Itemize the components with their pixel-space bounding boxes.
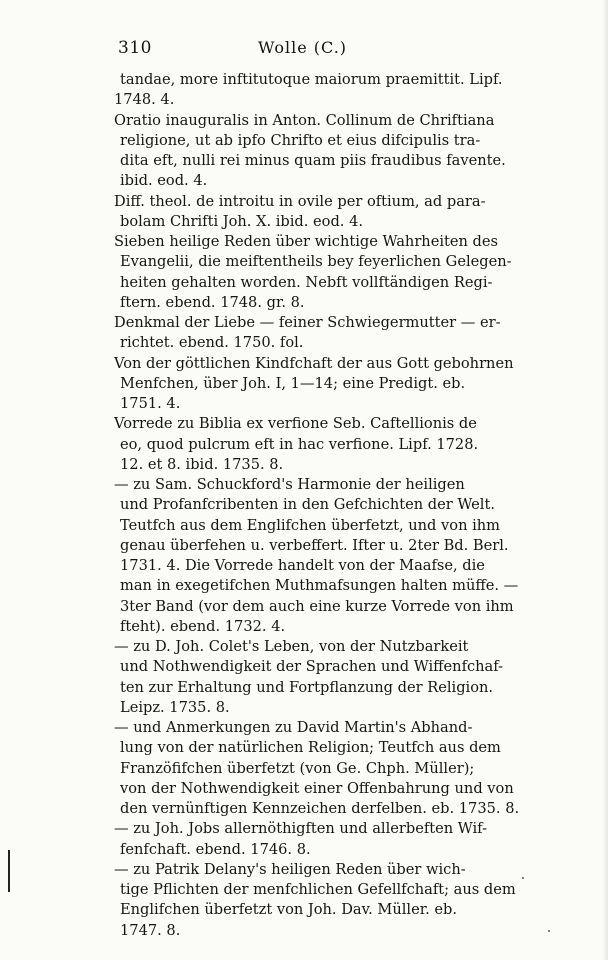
page-header xyxy=(118,38,548,66)
text-line: tige Pflichten der menfchlichen Gefellfchaft; aus dem xyxy=(120,881,516,898)
text-line: Menfchen, über Joh. I, 1—14; eine Predigt. eb. xyxy=(120,374,466,392)
text-line: den vernünftigen Kennzeichen derfelben. eb. 1735. 8. xyxy=(120,800,520,817)
text-line: 1731. 4. Die Vorrede handelt von der Maafse, die xyxy=(120,557,485,574)
text-line: Diff. theol. de introitu in ovile per oftium, ad para- xyxy=(114,192,486,210)
text-line: 1751. 4. xyxy=(120,395,181,412)
text-line: Von der göttlichen Kindfchaft der aus Gott gebohrnen xyxy=(114,354,514,372)
text-line: Englifchen überfetzt von Joh. Dav. Müller. eb. xyxy=(120,901,457,919)
text-line: Oratio inauguralis in Anton. Collinum de Chriftiana xyxy=(114,111,495,129)
text-line: tandae, more inftitutoque maiorum praemittit. Lipf. xyxy=(120,71,503,88)
text-line: eo, quod pulcrum eft in hac verfione. Lipf. 1728. xyxy=(120,435,479,453)
text-line: 1747. 8. xyxy=(120,921,181,939)
text-line: richtet. ebend. 1750. fol. xyxy=(120,334,304,352)
text-line: genau überfehen u. verbeffert. Ifter u. 2ter Bd. Berl. xyxy=(120,536,509,554)
scan-artifact-dot xyxy=(522,877,524,879)
text-line: ten zur Erhaltung und Fortpflanzung der Religion. xyxy=(120,678,494,696)
page-number: 310 xyxy=(118,38,152,58)
text-line: 1748. 4. xyxy=(114,91,175,109)
text-line: Sieben heilige Reden über wichtige Wahrheiten des xyxy=(114,233,499,250)
text-line: 12. et 8. ibid. 1735. 8. xyxy=(120,455,284,473)
text-line: dita eft, nulli rei minus quam piis fraudibus favente. xyxy=(120,152,506,169)
text-line: — und Anmerkungen zu David Martin's Abhand- xyxy=(114,719,473,736)
text-line: — zu D. Joh. Colet's Leben, von der Nutzbarkeit xyxy=(114,638,469,655)
text-line: religione, ut ab ipfo Chrifto et eius difcipulis tra- xyxy=(120,131,481,149)
running-head: Wolle (C.) xyxy=(258,38,348,57)
scan-artifact-line xyxy=(8,850,10,892)
text-line: Vorrede zu Biblia ex verfione Seb. Caftellionis de xyxy=(114,415,477,433)
text-line: ibid. eod. 4. xyxy=(120,172,208,190)
text-line: fteht). ebend. 1732. 4. xyxy=(120,617,286,635)
page-edge-shadow xyxy=(602,0,608,960)
text-line: — zu Sam. Schuckford's Harmonie der heiligen xyxy=(114,476,465,493)
text-line: von der Nothwendigkeit einer Offenbahrung und von xyxy=(120,779,514,797)
text-line: — zu Patrik Delany's heiligen Reden über wich- xyxy=(114,860,466,878)
text-line: Franzöfifchen überfetzt (von Ge. Chph. Müller); xyxy=(120,759,475,777)
text-line: lung von der natürlichen Religion; Teutfch aus dem xyxy=(120,739,501,757)
text-line: und Nothwendigkeit der Sprachen und Wiffenfchaf- xyxy=(120,658,504,676)
text-line: bolam Chrifti Joh. X. ibid. eod. 4. xyxy=(120,212,363,230)
text-line: fenfchaft. ebend. 1746. 8. xyxy=(120,840,311,858)
text-line: ftern. ebend. 1748. gr. 8. xyxy=(120,293,305,311)
text-line: Evangelii, die meiftentheils bey feyerlichen Gelegen- xyxy=(120,253,512,271)
text-line: Denkmal der Liebe — feiner Schwiegermutter — er- xyxy=(114,314,501,331)
text-line: — zu Joh. Jobs allernöthigften und allerbeften Wif- xyxy=(114,820,487,838)
bibliography-text xyxy=(114,70,550,941)
text-line: Leipz. 1735. 8. xyxy=(120,698,230,716)
text-line: man in exegetifchen Muthmafsungen halten müffe. — xyxy=(120,577,519,595)
text-line: 3ter Band (vor dem auch eine kurze Vorrede von ihm xyxy=(120,597,514,615)
scan-artifact-dot xyxy=(548,930,550,932)
text-line: heiten gehalten worden. Nebft vollftändigen Regi- xyxy=(120,273,493,291)
text-line: und Profanfcribenten in den Gefchichten der Welt. xyxy=(120,496,495,514)
text-line: Teutfch aus dem Englifchen überfetzt, und von ihm xyxy=(120,516,501,534)
